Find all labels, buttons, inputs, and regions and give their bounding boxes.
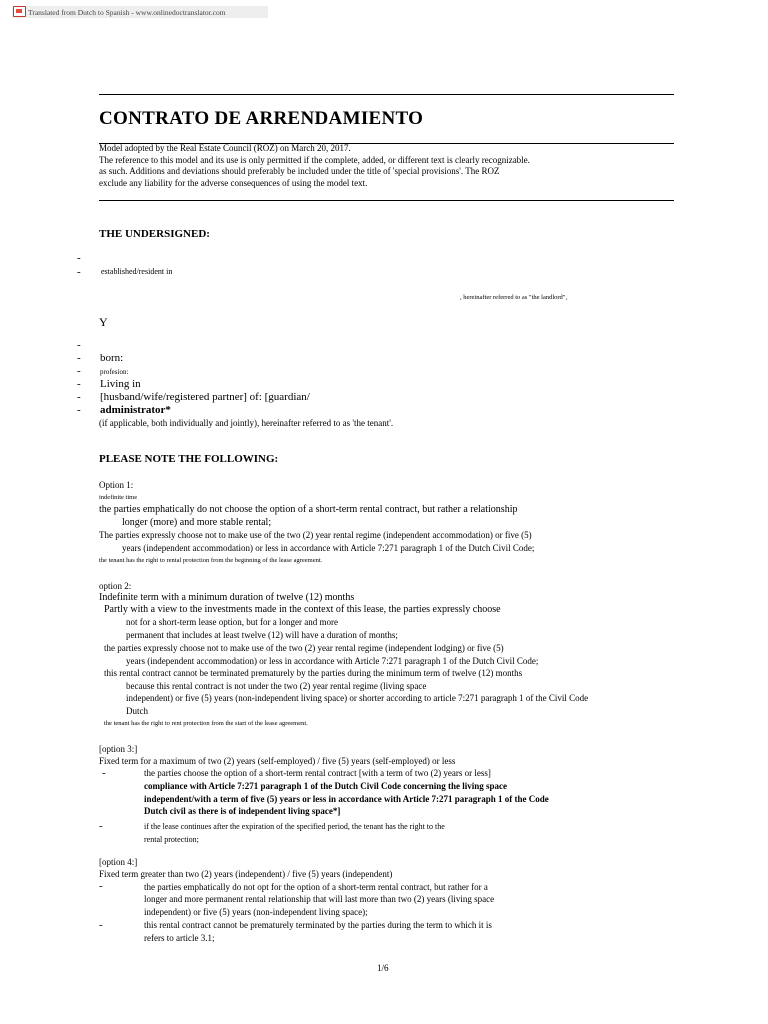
- administrator-label: administrator*: [100, 404, 171, 416]
- established-label: established/resident in: [101, 267, 173, 276]
- option4-line-5: refers to article 3.1;: [144, 933, 215, 943]
- option4-line-2: longer and more permanent rental relationship that will last more than two (2) years (living space: [144, 894, 495, 904]
- option3-bold-2: independent/with a term of five (5) years or less in accordance with Article 7:271 paragraph 1 of the Code: [144, 794, 549, 804]
- intro-line-3: as such. Additions and deviations should preferably be included under the title of 'special provisions'. The ROZ: [99, 166, 500, 176]
- conjunction-y: Y: [99, 315, 108, 329]
- option4-line-3: independent) or five (5) years (non-independent living space);: [144, 907, 368, 917]
- option2-line-6: this rental contract cannot be terminated prematurely by the parties during the minimum term of twelve (12) months: [104, 668, 523, 678]
- option2-line-7: because this rental contract is not under the two (2) year rental regime (living space: [126, 681, 427, 691]
- option1-line-3: The parties expressly choose not to make use of the two (2) year rental regime (independent accommodation) or five (5): [99, 530, 532, 540]
- option1-label: Option 1:: [99, 480, 134, 490]
- profession-label: profesion:: [100, 368, 129, 376]
- note-heading: PLEASE NOTE THE FOLLOWING:: [99, 453, 279, 465]
- option2-line-10: the tenant has the right to rent protection from the start of the lease agreement.: [104, 720, 308, 727]
- bullet-dash: -: [77, 391, 81, 403]
- bullet-dash: -: [77, 404, 81, 416]
- bullet-dash: -: [77, 365, 81, 377]
- bullet-dash: -: [102, 767, 106, 779]
- option2-line-9: Dutch: [126, 706, 148, 716]
- option4-heading: Fixed term greater than two (2) years (independent) / five (5) years (independent): [99, 869, 393, 879]
- bullet-dash: -: [77, 252, 81, 264]
- intro-rule: [99, 200, 674, 201]
- undersigned-heading: THE UNDERSIGNED:: [99, 228, 210, 240]
- option2-line-2: not for a short-term lease option, but for a longer and more: [126, 617, 338, 627]
- bullet-dash: -: [77, 339, 81, 351]
- option1-line-1: the parties emphatically do not choose the option of a short-term rental contract, but rather a relationship: [99, 504, 518, 515]
- option2-line-4: the parties expressly choose not to make use of the two (2) year rental regime (independent lodging) or five (5): [104, 643, 504, 653]
- translator-banner[interactable]: [12, 6, 268, 18]
- intro-line-2: The reference to this model and its use is only permitted if the complete, added, or different text is clearly recognizable.: [99, 155, 530, 165]
- bullet-dash: -: [99, 919, 103, 931]
- option2-line-1: Partly with a view to the investments made in the context of this lease, the parties expressly choose: [104, 604, 501, 615]
- landlord-note: , hereinafter referred to as "the landlord",: [460, 294, 568, 301]
- document-logo-icon: [13, 6, 26, 17]
- bullet-dash: -: [77, 266, 81, 278]
- option1-line-5: the tenant has the right to rental protection from the beginning of the lease agreement.: [99, 557, 323, 564]
- bullet-dash: -: [99, 880, 103, 892]
- option3-line-1: the parties choose the option of a short-term rental contract [with a term of two (2) years or less]: [144, 768, 491, 778]
- option2-line-8: independent) or five (5) years (non-independent living space) or shorter according to article 7:271 paragraph 1 of the Civil Code: [126, 693, 589, 703]
- born-label: born:: [100, 352, 124, 364]
- option3-line-2: if the lease continues after the expiration of the specified period, the tenant has the right to the: [144, 822, 445, 831]
- option3-heading: Fixed term for a maximum of two (2) years (self-employed) / five (5) years (self-employed) or less: [99, 756, 456, 766]
- page-number: 1/6: [377, 963, 389, 973]
- document-title: CONTRATO DE ARRENDAMIENTO: [99, 108, 424, 129]
- option4-line-4: this rental contract cannot be prematurely terminated by the parties during the term to which it is: [144, 920, 492, 930]
- option2-line-3: permanent that includes at least twelve (12) will have a duration of months;: [126, 630, 398, 640]
- option4-line-1: the parties emphatically do not opt for the option of a short-term rental contract, but rather for a: [144, 882, 488, 892]
- partner-label: [husband/wife/registered partner] of: [guardian/: [100, 391, 310, 403]
- option2-label: option 2:: [99, 581, 132, 591]
- living-label: Living in: [100, 378, 141, 390]
- bullet-dash: -: [99, 820, 103, 832]
- banner-text: Translated from Dutch to Spanish - www.onlinedoctranslator.com: [28, 8, 226, 17]
- option3-bold-3: Dutch civil as there is of independent living space*]: [144, 806, 341, 816]
- intro-line-4: exclude any liability for the adverse consequences of using the model text.: [99, 178, 368, 188]
- option3-bold-1: compliance with Article 7:271 paragraph 1 of the Dutch Civil Code concerning the living space: [144, 781, 507, 791]
- intro-line-1: Model adopted by the Real Estate Council (ROZ) on March 20, 2017.: [99, 143, 351, 153]
- option1-line-2: longer (more) and more stable rental;: [122, 517, 272, 528]
- option3-line-3: rental protection;: [144, 835, 199, 844]
- option2-line-5: years (independent accommodation) or less in accordance with Article 7:271 paragraph 1 of the Dutch Civil Code;: [126, 656, 539, 666]
- option1-type: indefinite time: [99, 494, 138, 501]
- option3-label: [option 3:]: [99, 744, 138, 754]
- option4-label: [option 4:]: [99, 857, 138, 867]
- bullet-dash: -: [77, 378, 81, 390]
- option1-line-4: years (independent accommodation) or less in accordance with Article 7:271 paragraph 1 of the Dutch Civil Code;: [122, 543, 535, 553]
- bullet-dash: -: [77, 352, 81, 364]
- option2-heading: Indefinite term with a minimum duration of twelve (12) months: [99, 592, 355, 603]
- tenant-note: (if applicable, both individually and jointly), hereinafter referred to as 'the tenant'.: [99, 418, 394, 428]
- title-rule-top: [99, 94, 674, 95]
